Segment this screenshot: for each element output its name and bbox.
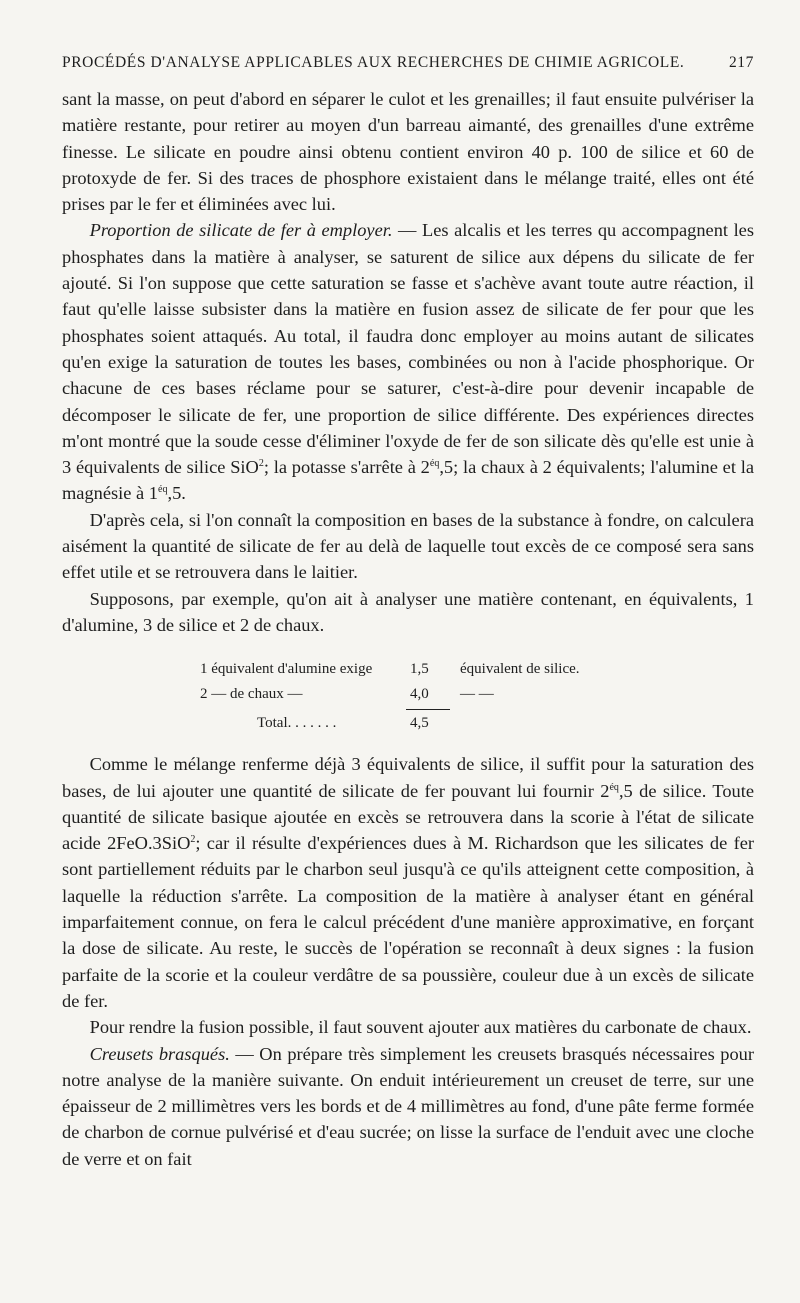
section-heading-silicate: Proportion de silicate de fer à employer. xyxy=(89,220,393,241)
paragraph-3: D'après cela, si l'on connaît la composition en bases de la substance à fondre, on calculera aisément la quantité de silicate de fer au delà de laquelle tout excès de ce composé sera sans effet utile et se retrouvera dans le laitier. xyxy=(62,509,754,583)
equivalents-table xyxy=(200,657,754,736)
section-heading-creusets: Creusets brasqués. xyxy=(89,1043,230,1064)
body-text xyxy=(62,86,754,1172)
paragraph-1: sant la masse, on peut d'abord en séparer le culot et les grenailles; il faut ensuite pulvériser la matière restante, pour retirer au moyen d'un barreau aimanté, des grenailles d'une extrême finesse. Le silicate en poudre ainsi obtenu contient environ 40 p. 100 de silice et 60 de protoxyde de fer. Si des traces de phosphore existaient dans le mélange traité, elles ont été prises par le fer et éliminées avec lui. xyxy=(62,89,754,215)
paragraph-4: Supposons, par exemple, qu'on ait à analyser une matière contenant, en équivalents, 1 d'alumine, 3 de silice et 2 de chaux. xyxy=(62,588,754,635)
page-number: 217 xyxy=(728,54,754,71)
paragraph-6: Pour rendre la fusion possible, il faut souvent ajouter aux matières du carbonate de chaux. xyxy=(89,1017,752,1038)
sum-rule xyxy=(406,709,450,710)
running-title: PROCÉDÉS D'ANALYSE APPLICABLES AUX RECHERCHES DE CHIMIE AGRICOLE. xyxy=(62,54,685,71)
paragraph-2: Proportion de silicate de fer à employer. — Les alcalis et les terres qu accompagnent les phosphates dans la matière à analyser, se saturent de silice aux dépens du silicate de fer ajouté. Si l'on suppose que cette saturation se fasse et s'achève avant toute autre réaction, il faut qu'elle laisse subsister dans la matière en fusion assez de silicate de fer pour que les phosphates soient attaqués. Au total, il faudra donc employer au moins autant de silicates qu'en exige la saturation de toutes les bases, combinées ou non à l'acide phosphorique. Or chacune de ces bases réclame pour se saturer, c'est-à-dire pour devenir incapable de décomposer le silicate de fer, une proportion de silice différente. Des expériences directes m'ont montré que la soude cesse d'éliminer l'oxyde de fer de son silicate dès qu'elle est unie à 3 équivalents de silice SiO$^2$; la potasse s'arrête à $2^{éq},5$; la chaux à 2 équivalents; l'alumine et la magnésie à $1^{éq},5$. xyxy=(62,220,754,504)
paragraph-5: Comme le mélange renferme déjà 3 équivalents de silice, il suffit pour la saturation des bases, de lui ajouter une quantité de silicate de fer pouvant lui fournir $2^{éq},5$ de silice. Toute quantité de silicate basique ajoutée en excès se retrouvera dans la scorie à l'état de silicate acide 2FeO.3SiO$^2$; car il résulte d'expériences dues à M. Richardson que les silicates de fer sont partiellement réduits par le charbon seul jusqu'à ce qu'ils atteignent cette composition, à laquelle la réduction s'arrête. La composition de la matière à analyser étant en général imparfaitement connue, on fera le calcul précédent d'une manière approximative, en forçant la dose de silicate. Au reste, le succès de l'opération se reconnaît à deux signes : la fusion parfaite de la scorie et la couleur verdâtre de sa poussière, couleur due à un excès de silicate de fer. xyxy=(62,754,754,1011)
table-total-row: Total. . . . . . . 4,5 xyxy=(257,715,429,732)
paragraph-7: Creusets brasqués. — On prépare très simplement les creusets brasqués nécessaires pour notre analyse de la manière suivante. On enduit intérieurement un creuset de terre, sur une épaisseur de 2 millimètres vers les bords et de 4 millimètres au fond, d'une pâte ferme formée de charbon de cornue pulvérisé et d'eau sucrée; on lisse la surface de l'enduit avec une cloche de verre et on fait xyxy=(62,1043,754,1169)
table-row: 2 — de chaux — 4,0 — — xyxy=(200,686,494,703)
running-header xyxy=(62,54,754,72)
table-row: 1 équivalent d'alumine exige 1,5 équivalent de silice. xyxy=(200,661,580,678)
